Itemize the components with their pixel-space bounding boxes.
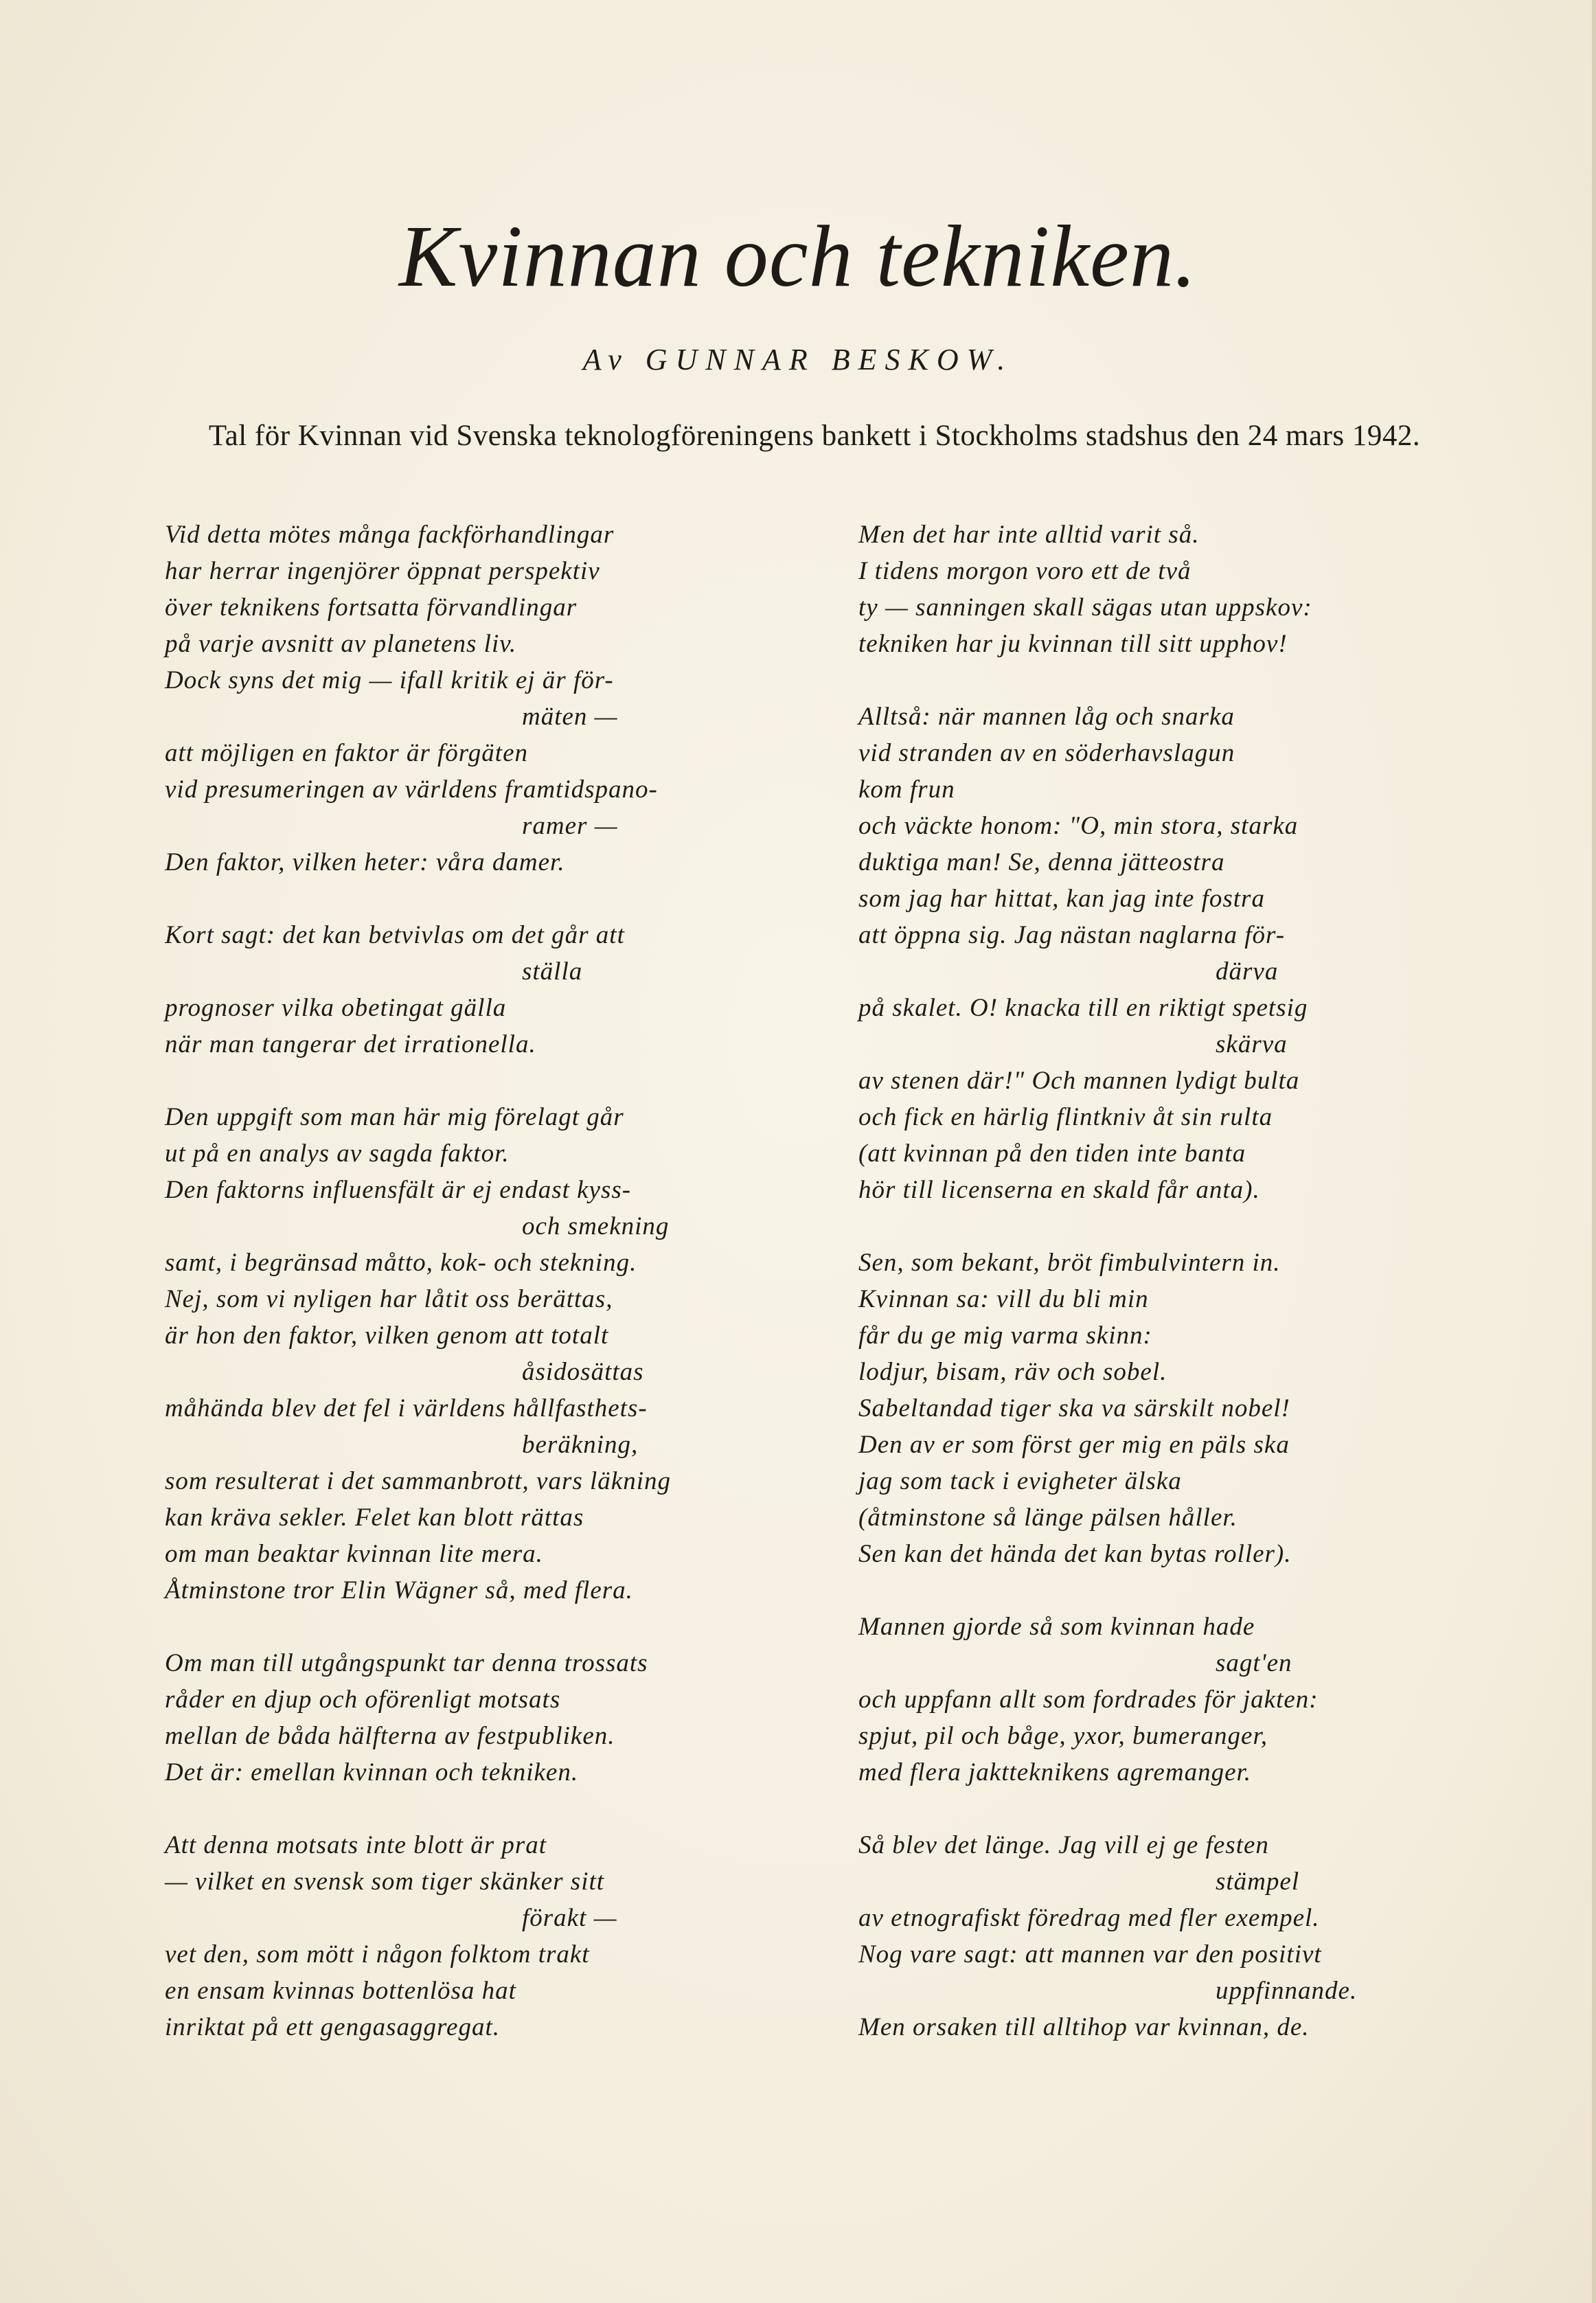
poem-line: ramer — (522, 812, 618, 840)
poem-line: att möjligen en faktor är förgäten (165, 739, 529, 767)
poem-line: sagt'en (1216, 1649, 1292, 1677)
poem-line: stämpel (1216, 1868, 1300, 1896)
poem-line: samt, i begränsad måtto, kok- och stekning. (165, 1249, 637, 1277)
poem-line (858, 1208, 1463, 1245)
poem-line: får du ge mig varma skinn: (858, 1321, 1152, 1350)
poem-line: vet den, som mött i någon folktom trakt (165, 1940, 590, 1969)
poem-line (858, 662, 1463, 699)
poem-column-left (165, 517, 769, 2045)
poem-line: råder en djup och oförenligt motsats (165, 1686, 561, 1714)
poem-line (165, 1609, 769, 1645)
poem-line: Åtminstone tror Elin Wägner så, med flera. (165, 1576, 633, 1604)
poem-line: mellan de båda hälfterna av festpubliken. (165, 1722, 615, 1750)
poem-line: (åtminstone så länge pälsen håller. (858, 1504, 1238, 1532)
poem-line: ställa (522, 957, 583, 986)
subtitle: Tal för Kvinnan vid Svenska teknologföreningens bankett i Stockholms stadshus den 24 mars 1942. (208, 420, 1421, 452)
poem-line: åsidosättas (522, 1358, 644, 1386)
poem-line: och smekning (522, 1212, 670, 1240)
poem-line: förakt — (522, 1904, 617, 1932)
poem-line: Det är: emellan kvinnan och tekniken. (165, 1758, 579, 1786)
poem-line: Vid detta mötes många fackförhandlingar (165, 521, 615, 549)
poem-line: måhända blev det fel i världens hållfasthets- (165, 1394, 648, 1422)
poem-line: är hon den faktor, vilken genom att totalt (165, 1321, 609, 1350)
poem-line: Kort sagt: det kan betvivlas om det går att (165, 921, 625, 949)
page-title: Kvinnan och tekniken. (399, 207, 1197, 305)
poem-line: Sabeltandad tiger ska va särskilt nobel! (858, 1394, 1290, 1422)
poem-line: Mannen gjorde så som kvinnan hade (858, 1613, 1255, 1641)
poem-line: jag som tack i evigheter älska (858, 1467, 1182, 1495)
byline: Av GUNNAR BESKOW. (582, 343, 1014, 376)
poem-line: kan kräva sekler. Felet kan blott rättas (165, 1504, 584, 1532)
poem-line: ty — sanningen skall sägas utan uppskov: (858, 593, 1312, 622)
poem-line: vid presumeringen av världens framtidspano- (165, 775, 658, 804)
poem-line: Att denna motsats inte blott är prat (165, 1831, 547, 1859)
poem-line: Den faktorns influensfält är ej endast kyss- (165, 1176, 632, 1204)
poem-line: Kvinnan sa: vill du bli min (858, 1285, 1149, 1313)
poem-line: lodjur, bisam, räv och sobel. (858, 1358, 1167, 1386)
poem-line: Den av er som först ger mig en päls ska (858, 1431, 1290, 1459)
poem-column-right (858, 517, 1463, 2045)
poem-line: på skalet. O! knacka till en riktigt spetsig (858, 994, 1308, 1022)
poem-line (165, 1791, 769, 1827)
poem-line: spjut, pil och båge, yxor, bumeranger, (858, 1722, 1268, 1750)
poem-line: prognoser vilka obetingat gälla (165, 994, 507, 1022)
poem-line: hör till licenserna en skald får anta). (858, 1176, 1260, 1204)
poem-line: Den uppgift som man här mig förelagt går (165, 1103, 624, 1131)
poem-line: och fick en härlig flintkniv åt sin rulta (858, 1103, 1273, 1131)
poem-line: om man beaktar kvinnan lite mera. (165, 1540, 543, 1568)
poem-line (858, 1791, 1463, 1827)
poem-line: och uppfann allt som fordrades för jakten: (858, 1686, 1319, 1714)
poem-line: Nej, som vi nyligen har låtit oss berättas, (165, 1285, 613, 1313)
poem-line: I tidens morgon voro ett de två (858, 557, 1192, 585)
poem-line: Men orsaken till alltihop var kvinnan, de. (858, 2013, 1310, 2041)
poem-line (165, 1063, 769, 1099)
poem-line (165, 881, 769, 917)
poem-line: därva (1216, 957, 1279, 986)
poem-line: över teknikens fortsatta förvandlingar (165, 593, 578, 622)
poem-line: som jag har hittat, kan jag inte fostra (858, 885, 1265, 913)
poem-line: Sen, som bekant, bröt fimbulvintern in. (858, 1249, 1281, 1277)
poem-line: inriktat på ett gengasaggregat. (165, 2013, 500, 2041)
poem-line: vid stranden av en söderhavslagun (858, 739, 1235, 767)
poem-line: Dock syns det mig — ifall kritik ej är för- (165, 666, 614, 694)
poem-line: när man tangerar det irrationella. (165, 1030, 536, 1058)
poem-line: beräkning, (522, 1431, 639, 1459)
poem-line: tekniken har ju kvinnan till sitt upphov! (858, 630, 1288, 658)
poem-line: ut på en analys av sagda faktor. (165, 1139, 510, 1168)
poem-line: som resulterat i det sammanbrott, vars läkning (165, 1467, 671, 1495)
poem-line: skärva (1216, 1030, 1288, 1058)
poem-line: av etnografiskt föredrag med fler exempel. (858, 1904, 1320, 1932)
poem-line: på varje avsnitt av planetens liv. (165, 630, 517, 658)
poem-line: att öppna sig. Jag nästan naglarna för- (858, 921, 1286, 949)
poem-line: Om man till utgångspunkt tar denna trossats (165, 1649, 648, 1677)
poem-line: duktiga man! Se, denna jätteostra (858, 848, 1225, 876)
poem-line: (att kvinnan på den tiden inte banta (858, 1139, 1246, 1168)
poem-line: med flera jaktteknikens agremanger. (858, 1758, 1252, 1786)
poem-line (858, 1572, 1463, 1609)
poem-line: en ensam kvinnas bottenlösa hat (165, 1977, 516, 2005)
poem-line: Den faktor, vilken heter: våra damer. (165, 848, 565, 876)
poem-line: — vilket en svensk som tiger skänker sitt (165, 1868, 605, 1896)
poem-line: Men det har inte alltid varit så. (858, 521, 1200, 549)
poem-line: har herrar ingenjörer öppnat perspektiv (165, 557, 600, 585)
poem-line: Sen kan det hända det kan bytas roller). (858, 1540, 1292, 1568)
poem-line: kom frun (858, 775, 955, 804)
poem-line: Så blev det länge. Jag vill ej ge festen (858, 1831, 1269, 1859)
poem-line: Nog vare sagt: att mannen var den positivt (858, 1940, 1322, 1969)
poem-line: uppfinnande. (1216, 1977, 1358, 2005)
poem-line: och väckte honom: "O, min stora, starka (858, 812, 1299, 840)
poem-line: Alltså: när mannen låg och snarka (858, 703, 1235, 731)
poem-line: av stenen där!" Och mannen lydigt bulta (858, 1067, 1300, 1095)
poem-line: mäten — (522, 703, 618, 731)
